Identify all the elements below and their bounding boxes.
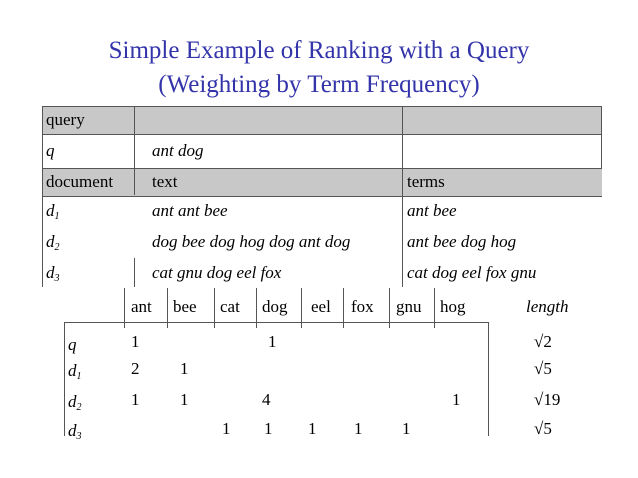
- col-header-cat: cat: [220, 297, 240, 316]
- column-divider: [434, 288, 435, 328]
- document-header: document: [46, 172, 114, 191]
- query-header: query: [46, 110, 85, 129]
- col-header-hog: hog: [440, 297, 466, 316]
- row-id: $d_1$: [68, 361, 82, 382]
- cell-value: 1: [308, 419, 317, 438]
- doc-row: [42, 263, 602, 287]
- column-divider: [343, 288, 344, 328]
- text-header: text: [152, 172, 178, 191]
- row-id: $d_2$: [68, 392, 82, 413]
- doc-text: cat gnu dog eel fox: [152, 263, 282, 282]
- doc-text: ant ant bee: [152, 201, 228, 220]
- row-length: √19: [534, 390, 561, 409]
- cell-value: 1: [131, 332, 140, 351]
- col-header-bee: bee: [173, 297, 197, 316]
- table-border-left: [64, 322, 65, 436]
- row-id: q: [68, 335, 77, 354]
- table-border-left: [42, 106, 43, 287]
- query-header-row: [42, 106, 602, 135]
- row-length: √5: [534, 359, 552, 378]
- column-divider: [389, 288, 390, 328]
- cell-value: 1: [222, 419, 231, 438]
- column-divider: [301, 288, 302, 328]
- slide-title: [0, 34, 638, 102]
- col-header-dog: dog: [262, 297, 288, 316]
- row-length: √2: [534, 332, 552, 351]
- col-header-ant: ant: [131, 297, 152, 316]
- cell-value: 1: [402, 419, 411, 438]
- document-table: [42, 106, 602, 287]
- row-id: $d_3$: [68, 421, 82, 442]
- doc-terms: ant bee: [407, 201, 457, 220]
- doc-id: $d_2$: [46, 232, 60, 253]
- doc-row: [42, 201, 602, 227]
- col-header-gnu: gnu: [396, 297, 422, 316]
- col-header-fox: fox: [351, 297, 374, 316]
- column-divider: [134, 106, 135, 195]
- query-row: [42, 141, 602, 165]
- title-line-1: Simple Example of Ranking with a Query: [108, 37, 530, 64]
- cell-value: 4: [262, 390, 271, 409]
- doc-id: $d_3$: [46, 263, 60, 284]
- column-divider: [167, 288, 168, 328]
- col-header-length: length: [526, 297, 569, 316]
- col-header-eel: eel: [311, 297, 331, 316]
- column-divider: [214, 288, 215, 328]
- terms-header: terms: [407, 172, 445, 191]
- doc-terms: ant bee dog hog: [407, 232, 517, 251]
- table-border-right: [601, 106, 602, 168]
- query-id: q: [46, 141, 55, 160]
- cell-value: 1: [180, 359, 189, 378]
- doc-terms: cat dog eel fox gnu: [407, 263, 537, 282]
- cell-value: 1: [131, 390, 140, 409]
- doc-text: dog bee dog hog dog ant dog: [152, 232, 351, 251]
- column-divider: [134, 258, 135, 287]
- header-rule: [64, 322, 489, 323]
- cell-value: 1: [452, 390, 461, 409]
- column-divider: [124, 288, 125, 328]
- column-divider: [402, 106, 403, 287]
- table-border-right: [488, 322, 489, 436]
- title-line-2: (Weighting by Term Frequency): [158, 71, 480, 98]
- doc-id: $d_1$: [46, 201, 60, 222]
- query-text: ant dog: [152, 141, 204, 160]
- cell-value: 1: [264, 419, 273, 438]
- cell-value: 1: [180, 390, 189, 409]
- column-divider: [256, 288, 257, 328]
- document-header-row: [42, 168, 602, 197]
- cell-value: 1: [268, 332, 277, 351]
- cell-value: 1: [354, 419, 363, 438]
- cell-value: 2: [131, 359, 140, 378]
- doc-row: [42, 232, 602, 258]
- row-length: √5: [534, 419, 552, 438]
